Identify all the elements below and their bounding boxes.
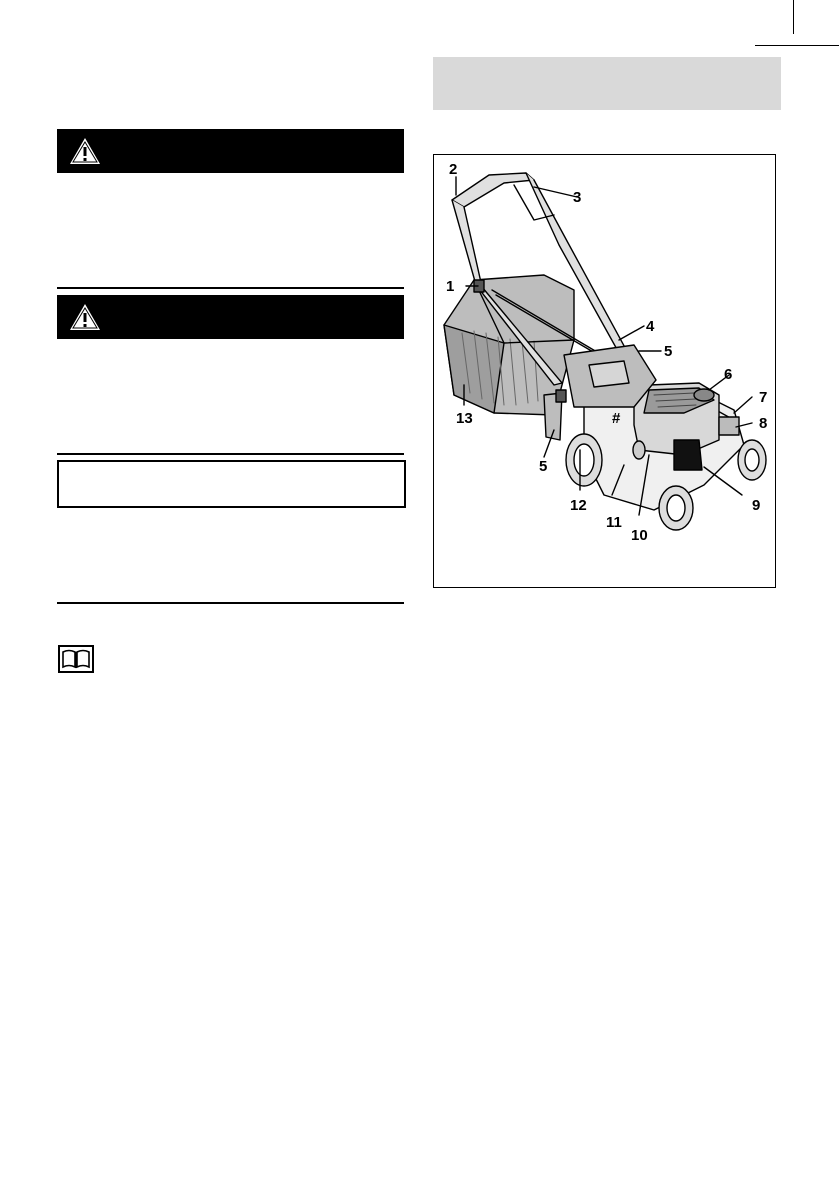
warning-triangle-icon [69, 302, 101, 332]
warning-bar [57, 295, 404, 339]
callout-1: 1 [446, 278, 455, 295]
section-divider [57, 453, 404, 455]
rear-wheel [566, 434, 602, 486]
section-divider [57, 602, 404, 604]
section-header-band [433, 57, 781, 110]
callout-5-top: 5 [664, 343, 673, 360]
callout-4: 4 [646, 318, 655, 335]
callout-12: 12 [570, 497, 587, 514]
callout-11: 11 [606, 514, 622, 531]
callout-8: 8 [759, 415, 768, 432]
open-book-icon [58, 645, 94, 673]
callout-13: 13 [456, 410, 473, 427]
callout-2: 2 [449, 161, 458, 178]
crop-mark-top-right-vertical [793, 0, 794, 34]
notice-box [57, 460, 406, 508]
callout-5-bottom: 5 [539, 458, 548, 475]
callout-hash: # [612, 410, 621, 427]
callout-9: 9 [752, 497, 761, 514]
callout-6: 6 [724, 366, 733, 383]
warning-bar [57, 129, 404, 173]
callout-3: 3 [573, 189, 582, 206]
handle-bar [452, 173, 534, 207]
lawnmower-figure [433, 154, 776, 588]
section-divider [57, 287, 404, 289]
callout-10: 10 [631, 527, 648, 544]
lawnmower-drawing [434, 155, 775, 587]
callout-7: 7 [759, 389, 768, 406]
front-wheel-right [738, 440, 766, 480]
fuel-cap [694, 389, 714, 401]
front-wheel-left [659, 486, 693, 530]
rear-wheel-inner [633, 441, 645, 459]
warning-triangle-icon [69, 136, 101, 166]
crop-mark-top-right [755, 45, 839, 46]
